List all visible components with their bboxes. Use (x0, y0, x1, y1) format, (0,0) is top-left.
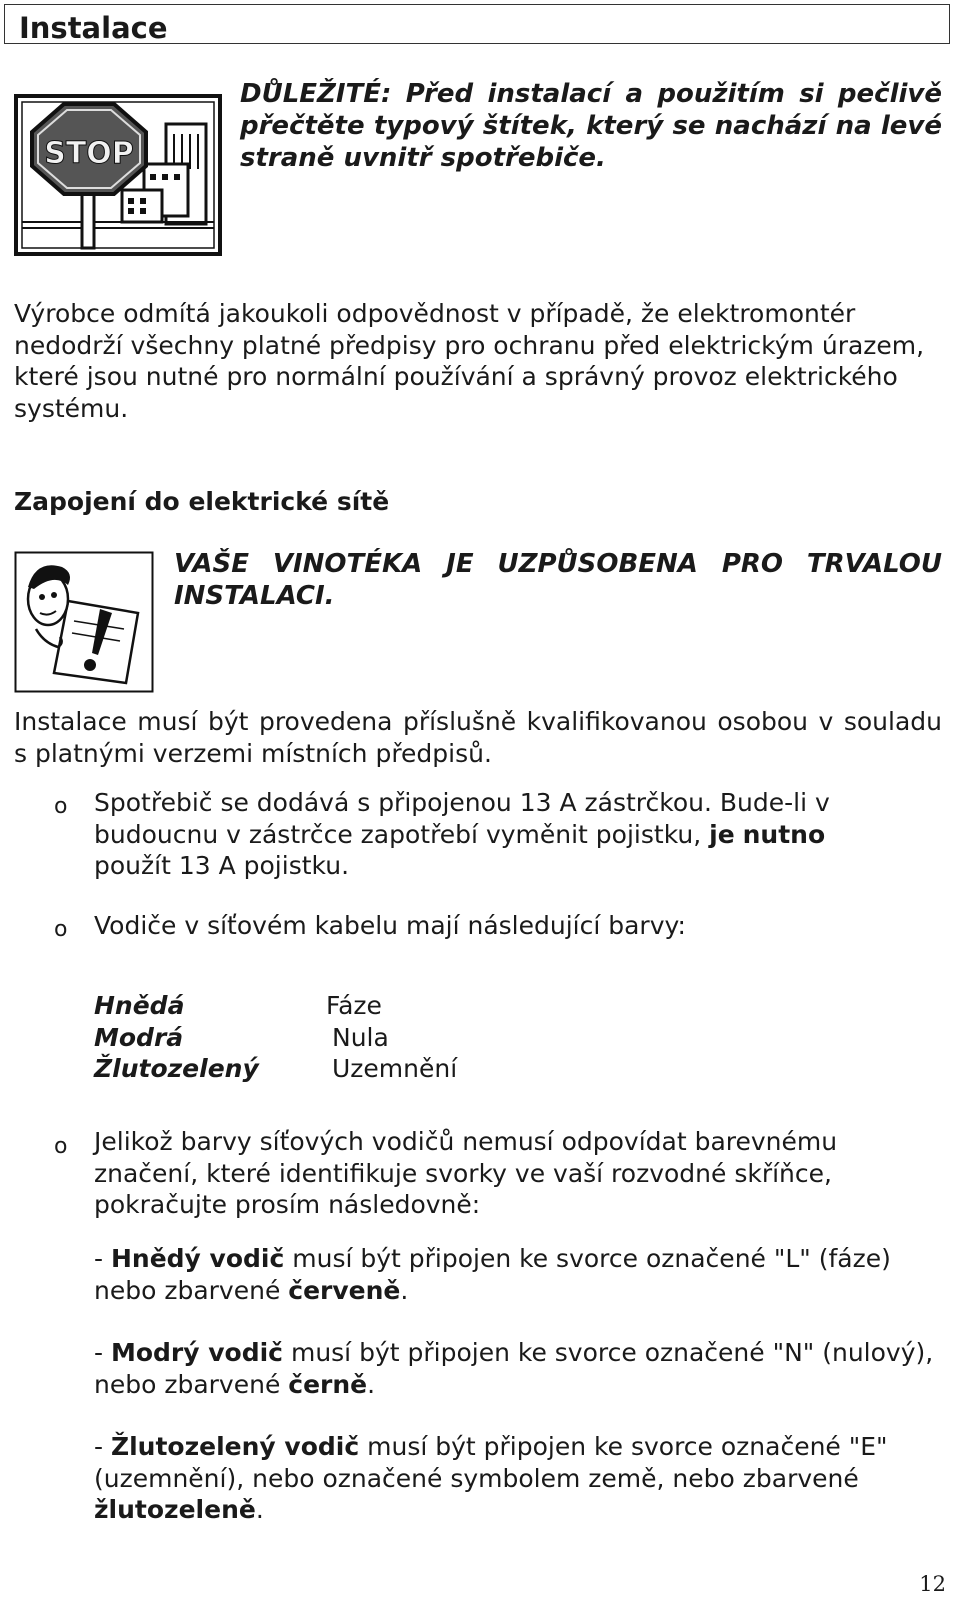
bullet-marker: o (54, 917, 68, 942)
instruction-brown-wire (94, 1243, 942, 1306)
wire-name-bold: Žlutozelený vodič (110, 1432, 360, 1461)
wire-name-bold: Hnědý vodič (110, 1244, 285, 1273)
stop-sign-icon (14, 94, 222, 256)
disclaimer-paragraph: Výrobce odmítá jakoukoli odpovědnost v případě, že elektromontér nedodrží všechny platné předpisy pro ochranu před elektrickým úrazem, které jsou nutné pro normální používání a správný provoz elektrického systému. (14, 299, 925, 423)
bullet-plug-fuse (94, 787, 934, 882)
dash: - (94, 1244, 111, 1273)
section-heading: Zapojení do elektrické sítě (14, 487, 390, 516)
wire-color-name: Modrá (94, 1022, 184, 1052)
period: . (400, 1275, 409, 1305)
installation-intro: Instalace musí být provedena příslušně kvalifikovanou osobou v souladu s platnými verzemi místních předpisů. (14, 707, 942, 768)
bullet-marker: o (54, 794, 68, 819)
bullet-terminal-mismatch: Jelikož barvy síťových vodičů nemusí odpovídat barevnému značení, které identifikuje svorky ve vaší rozvodné skříňce, pokračujte prosím následovně: (94, 1127, 838, 1219)
bullet-plug-end: použít 13 A pojistku. (94, 851, 350, 880)
color-bold: červeně (288, 1275, 401, 1305)
dash: - (94, 1338, 111, 1367)
wire-color-name: Žlutozelený (94, 1054, 259, 1083)
bullet-marker: o (54, 1134, 68, 1159)
wire-color-name: Hnědá (94, 991, 185, 1020)
bullet-plug-text: Spotřebič se dodává s připojenou 13 A zástrčkou. Bude-li v budoucnu v zástrčce zapotřebí vyměnit pojistku, (94, 788, 830, 849)
section-title-box (4, 4, 950, 44)
instruction-text: musí být připojen ke svorce označené "L" (fáze) nebo zbarvené (94, 1244, 891, 1305)
instruction-earth-wire (94, 1431, 942, 1526)
color-bold: černě (288, 1369, 368, 1399)
important-warning: DŮLEŽITÉ: Před instalací a použitím si pečlivě přečtěte typový štítek, který se nachází na levé straně uvnitř spotřebiče. (240, 79, 942, 173)
permanent-installation-notice (174, 548, 942, 612)
bold-nutno: nutno (742, 819, 826, 849)
wire-color-function: Nula (332, 1022, 389, 1052)
instruction-text: musí být připojen ke svorce označené "E" (uzemnění), nebo označené symbolem země, nebo zbarvené (94, 1432, 888, 1493)
page-title: Instalace (19, 11, 168, 45)
notice-line-2: INSTALACI. (174, 581, 335, 611)
bullet-wire-colors: Vodiče v síťovém kabelu mají následující barvy: (94, 911, 686, 940)
notice-line-1: VAŠE VINOTÉKA JE UZPŮSOBENA PRO TRVALOU (174, 549, 942, 579)
color-bold: žlutozeleně (94, 1495, 256, 1524)
period: . (367, 1369, 376, 1399)
stop-sign-text: STOP (44, 136, 134, 171)
period: . (255, 1495, 264, 1524)
dash: - (94, 1432, 111, 1461)
wire-color-function: Uzemnění (332, 1054, 458, 1083)
instruction-blue-wire (94, 1337, 942, 1400)
page-number: 12 (919, 1572, 946, 1596)
wire-name-bold: Modrý vodič (110, 1338, 284, 1367)
bold-je: je (709, 819, 735, 849)
instruction-text: musí být připojen ke svorce označené "N" (nulový), nebo zbarvené (94, 1338, 934, 1399)
caution-man-icon (14, 551, 154, 693)
wire-color-function: Fáze (326, 991, 382, 1020)
